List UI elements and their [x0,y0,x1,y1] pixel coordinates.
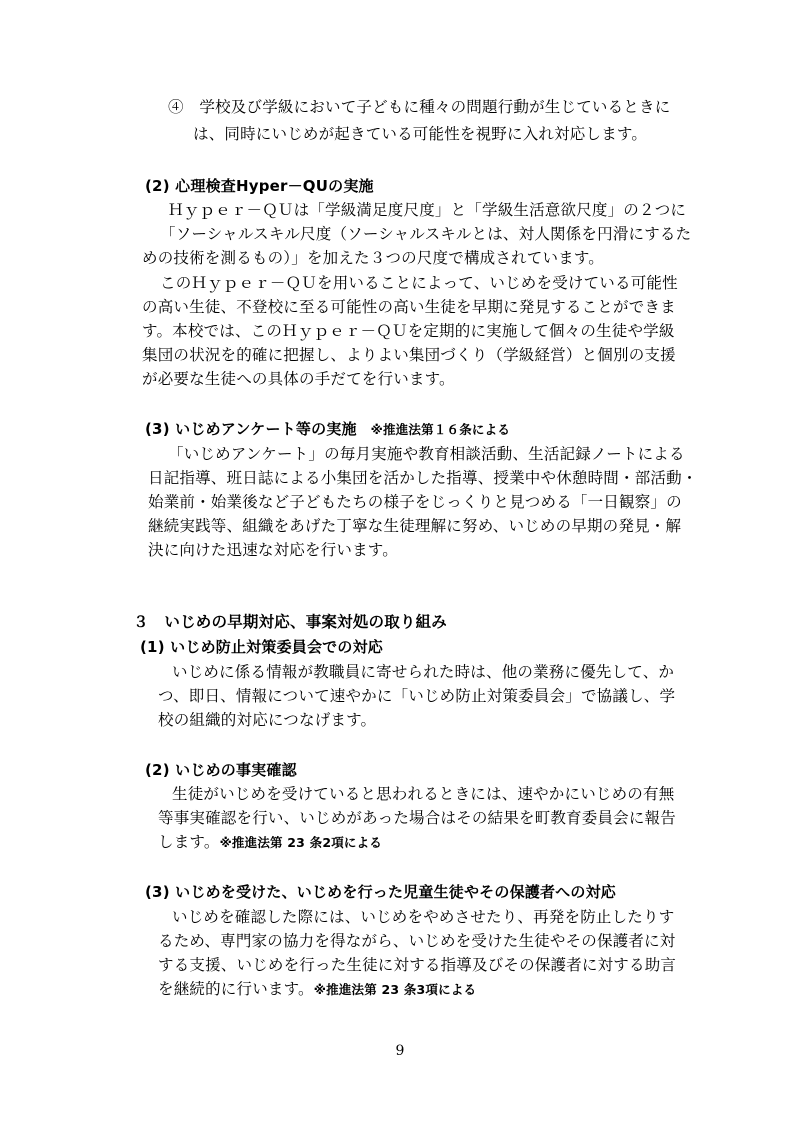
sub2-line3 [158,832,382,853]
sub3-line2: るため、専門家の協力を得ながら、いじめを受けた生徒やその保護者に対 [158,932,676,950]
sub1-line1: いじめに係る情報が教職員に寄せられた時は、他の業務に優先して、か [172,663,675,681]
s2-p1-line3: めの技術を測るもの）」を加えた３つの尺度で構成されています。 [142,249,605,267]
sub3-line3: する支援、いじめを行った生徒に対する指導及びその保護者に対する助言 [158,956,677,974]
s3-line5: 決に向けた迅速な対応を行います。 [148,541,398,559]
item4-line1: ④ 学校及び学級において子どもに種々の問題行動が生じているときに [168,98,671,116]
s3-line1: 「いじめアンケート」の毎月実施や教育相談活動、生活記録ノートによる [168,445,685,463]
s2-p2-line4: 集団の状況を的確に把握し、よりよい集団づくり（学級経営）と個別の支援 [142,346,676,364]
sub3-line4-text: を継続的に行います。 [158,980,314,998]
section-3-law-note: ※推進法第１６条による [370,422,511,437]
s2-p1-line2: 「ソーシャルスキル尺度（ソーシャルスキルとは、対人関係を円滑にするた [160,225,692,243]
sub1-line2: つ、即日、情報について速やかに「いじめ防止対策委員会」で協議し、学 [158,687,676,705]
sub1-line3: 校の組織的対応につなげます。 [158,711,377,729]
chapter-3-sub1-heading: (1) いじめ防止対策委員会での対応 [140,638,383,656]
s3-line4: 継続実践等、組織をあげた丁寧な生徒理解に努め、いじめの早期の発見・解 [148,517,682,535]
page-number: 9 [395,1043,405,1059]
chapter-3-sub2-heading: (2) いじめの事実確認 [145,761,297,779]
sub2-line1: 生徒がいじめを受けていると思われるときには、速やかにいじめの有無 [172,785,675,803]
chapter-3-heading: ３ いじめの早期対応、事案対処の取り組み [133,613,448,631]
item4-line2: は、同時にいじめが起きている可能性を視野に入れ対応します。 [193,125,648,143]
s2-p2-line1: このＨｙｐｅｒ－ＱＵを用いることによって、いじめを受けている可能性 [160,274,678,292]
chapter-3-sub3-heading: (3) いじめを受けた、いじめを行った児童生徒やその保護者への対応 [145,883,616,901]
section-3-title: (3) いじめアンケート等の実施 [145,420,357,438]
s2-p2-line5: が必要な生徒への具体の手だてを行います。 [142,370,455,388]
s2-p1-line1: Ｈｙｐｅｒ－ＱＵは「学級満足度尺度」と「学級生活意欲尺度」の２つに [168,201,687,219]
section-2-heading: (2) 心理検査Hyper－QUの実施 [145,177,374,195]
sub2-line2: 等事実確認を行い、いじめがあった場合はその結果を町教育委員会に報告 [158,809,676,827]
s2-p2-line3: す。本校では、このＨｙｐｅｒ－ＱＵを定期的に実施して個々の生徒や学級 [142,322,675,340]
s3-line2: 日記指導、班日誌による小集団を活かした指導、授業中や休憩時間・部活動・ [148,469,698,487]
sub3-line1: いじめを確認した際には、いじめをやめさせたり、再発を防止したりす [172,908,675,926]
section-3-heading [145,419,510,440]
sub3-line4 [158,979,476,1000]
sub3-law-note: ※推進法第 23 条3項による [313,982,477,997]
s2-p2-line2: の高い生徒、不登校に至る可能性の高い生徒を早期に発見することができま [142,298,676,316]
s3-line3: 始業前・始業後など子どもたちの様子をじっくりと見つめる「一日観察」の [148,493,682,511]
sub2-law-note: ※推進法第 23 条2項による [219,835,383,850]
sub2-line3-text: します。 [158,833,220,851]
